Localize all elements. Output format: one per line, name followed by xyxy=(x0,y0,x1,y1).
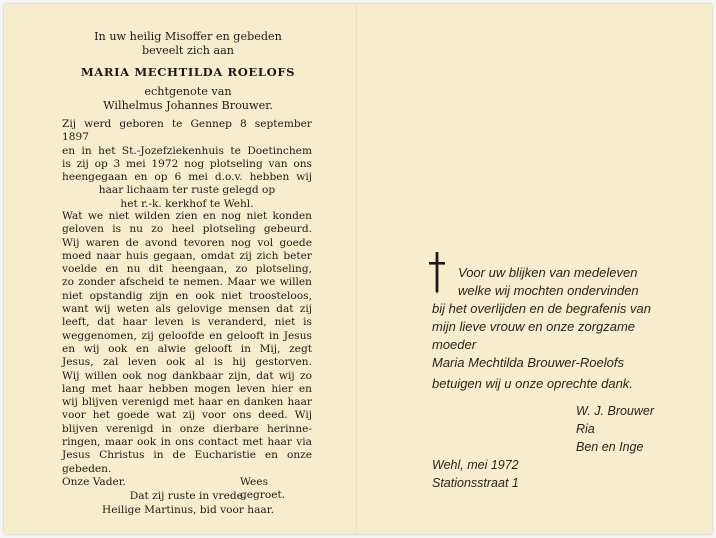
bio-line: haar lichaam ter ruste gelegd op xyxy=(98,184,276,197)
meditation-line: zo zonder afscheid te nemen. Maar we willen xyxy=(62,276,312,289)
bio-line: heengegaan en op 6 mei d.o.v. hebben wij xyxy=(62,171,312,184)
rest-in-peace: Dat zij ruste in vrede. xyxy=(129,490,247,502)
thanks-line: mijn lieve vrouw en onze zorgzame xyxy=(432,319,636,334)
meditation-line: wij blijven verenigd met haar en danken haar xyxy=(62,396,312,409)
meditation-line: blijven verenigd in onze dierbare herinne- xyxy=(62,422,312,435)
deceased-full-name: Maria Mechtilda Brouwer-Roelofs xyxy=(432,355,624,370)
bio-line: en in het St.-Jozefziekenhuis te Doetinchem xyxy=(62,144,312,157)
deceased-name-heading: MARIA MECHTILDA ROELOFS xyxy=(80,65,296,79)
header-line-1: In uw heilig Misoffer en gebeden xyxy=(94,30,282,43)
meditation-line: Wij willen ook nog dankbaar zijn, dat wij zo xyxy=(62,369,312,382)
meditation-line: ringen, maar ook in ons contact met haar via xyxy=(62,436,312,449)
cross-icon xyxy=(428,252,446,294)
meditation-line: gebeden. xyxy=(62,462,112,475)
thanks-line: moeder xyxy=(432,337,477,352)
meditation-line: en wij ook en alwie gelooft in Mij, zegt xyxy=(62,342,312,355)
thanks-line: welke wij mochten ondervinden xyxy=(458,283,639,298)
bio-line: Zij werd geboren te Gennep 8 september 1897 xyxy=(62,118,312,144)
bio-line: is zij op 3 mei 1972 nog plotseling van ons xyxy=(62,157,312,170)
left-page xyxy=(4,4,356,534)
thanks-line: bij het overlijden en de begrafenis van xyxy=(432,301,651,316)
spouse-label: echtgenote van xyxy=(144,85,232,98)
meditation-line: Wij waren de avond tevoren nog vol goede xyxy=(62,236,312,249)
meditation-line: want wij weten als gelovige mensen dat zij xyxy=(62,303,312,316)
spouse-name: Wilhelmus Johannes Brouwer. xyxy=(103,99,273,112)
place-date: Wehl, mei 1972 xyxy=(432,458,519,472)
thanks-line: Voor uw blijken van medeleven xyxy=(458,265,638,280)
meditation-line: moed naar huis gegaan, omdat zij zich beter xyxy=(62,249,312,262)
signatory: Ben en Inge xyxy=(576,440,644,454)
meditation-line: Wat we niet wilden zien en nog niet konden xyxy=(62,210,312,222)
meditation-line: geloven is nu zo heel plotseling gebeurd. xyxy=(62,223,312,236)
biography-paragraph xyxy=(62,118,312,211)
hail-mary: Wees gegroet. xyxy=(240,476,286,502)
meditation-line: voelde en nu dit heengaan, zo plotseling, xyxy=(62,263,312,276)
bio-line: het r.-k. kerkhof te Wehl. xyxy=(120,197,254,210)
signatory: W. J. Brouwer xyxy=(576,404,655,418)
address: Stationsstraat 1 xyxy=(432,476,519,490)
meditation-paragraph xyxy=(62,210,312,476)
right-page xyxy=(358,4,712,534)
signatory: Ria xyxy=(576,422,595,436)
meditation-line: leeft, dat haar leven is veranderd, niet is xyxy=(62,316,312,329)
meditation-line: voor het goede wat zij voor ons deed. Wij xyxy=(62,409,312,422)
saint-prayer: Heilige Martinus, bid voor haar. xyxy=(102,504,274,516)
meditation-line: Jesus Christus in de Eucharistie en onze xyxy=(62,449,312,462)
closing-line: betuigen wij u onze oprechte dank. xyxy=(432,376,633,391)
meditation-line: niet opstandig zijn en ook niet troosteloos, xyxy=(62,289,312,302)
meditation-line: lang met haar hebben mogen leven hier en xyxy=(62,382,312,395)
our-father: Onze Vader. xyxy=(62,476,127,488)
meditation-line: Jesus, zal leven ook al is hij gestorven. xyxy=(62,356,312,369)
header-line-2: beveelt zich aan xyxy=(141,44,235,57)
meditation-line: weggenomen, zij geloofde en gelooft in Jesus xyxy=(62,329,312,342)
